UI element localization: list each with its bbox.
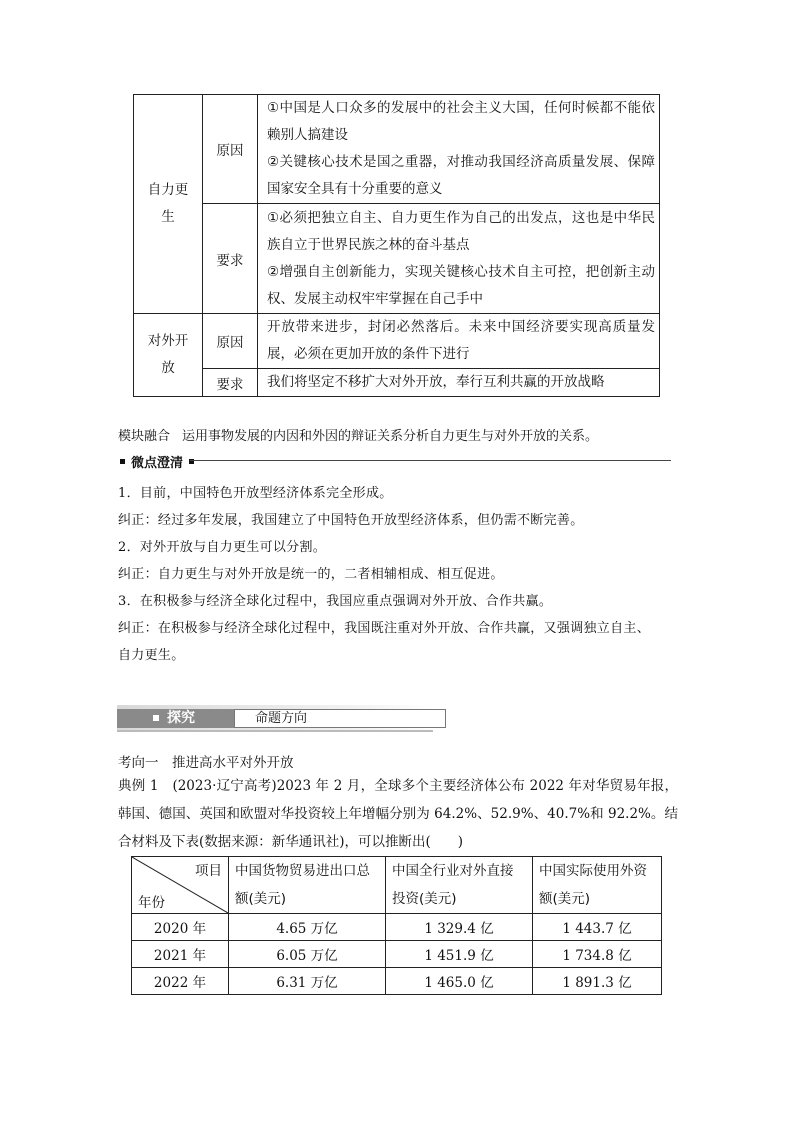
self-reliance-reason bbox=[258, 95, 660, 204]
requirement-item: ②增强自主创新能力，实现关键核心技术自主可控，把创新主动权、发展主动权牢牢掌握在自己手中 bbox=[267, 263, 655, 307]
module-fusion-text: 运用事物发展的内因和外因的辩证关系分析自力更生与对外开放的关系。 bbox=[182, 429, 599, 444]
row-year: 2020 年 bbox=[132, 914, 229, 941]
opening-up-reason: 开放带来进步，封闭必然落后。未来中国经济要实现高质量发展，必须在更加开放的条件下进行 bbox=[258, 314, 660, 369]
example-text: 典例 1 (2023·辽宁高考)2023 年 2 月，全球多个主要经济体公布 2022 年对华贸易年报，韩国、德国、英国和欧盟对华投资较上年增幅分别为 64.2%、52.9%、40.7%和 92.2%。结合材料及下表(数据来源：新华通讯社)，可以推断出( ) bbox=[118, 778, 678, 850]
requirement-label: 要求 bbox=[203, 204, 258, 314]
row-year: 2021 年 bbox=[132, 941, 229, 968]
data-table bbox=[131, 856, 662, 995]
clarify-line: 纠正：经过多年发展，我国建立了中国特色开放型经济体系，但仍需不断完善。 bbox=[118, 513, 584, 528]
column-header: 中国实际使用外资额(美元) bbox=[533, 857, 662, 914]
square-bullet-icon bbox=[153, 715, 159, 721]
clarify-line: 自力更生。 bbox=[118, 648, 185, 663]
direction-heading: 考向一 推进高水平对外开放 bbox=[118, 755, 294, 771]
table-row bbox=[132, 914, 662, 941]
banner-tab-direction: 命题方向 bbox=[234, 709, 446, 728]
category-opening-up: 对外开放 bbox=[134, 314, 203, 397]
reason-label: 原因 bbox=[203, 314, 258, 369]
micro-clarify-title-text: 微点澄清 bbox=[131, 456, 184, 471]
banner-tab-explore: 探究 bbox=[117, 709, 234, 728]
table-cell: 1 443.7 亿 bbox=[533, 914, 662, 941]
row-year: 2022 年 bbox=[132, 968, 229, 995]
table-cell: 6.05 万亿 bbox=[229, 941, 386, 968]
clarify-line: 纠正：在积极参与经济全球化过程中，我国既注重对外开放、合作共赢，又强调独立自主、 bbox=[118, 621, 651, 636]
category-self-reliance: 自力更生 bbox=[134, 95, 203, 314]
table-cell: 1 451.9 亿 bbox=[386, 941, 533, 968]
opening-up-requirement: 我们将坚定不移扩大对外开放，奉行互利共赢的开放战略 bbox=[258, 369, 660, 397]
table-cell: 1 329.4 亿 bbox=[386, 914, 533, 941]
micro-clarify-title bbox=[118, 452, 194, 471]
self-reliance-requirement bbox=[258, 204, 660, 314]
requirement-item: ①必须把独立自主、自力更生作为自己的出发点，这也是中华民族自立于世界民族之林的奋斗基点 bbox=[267, 209, 655, 253]
corner-label-item: 项目 bbox=[195, 863, 222, 879]
column-header: 中国全行业对外直接投资(美元) bbox=[386, 857, 533, 914]
banner-underline bbox=[117, 730, 433, 732]
reason-item: ②关键核心技术是国之重器，对推动我国经济高质量发展、保障国家安全具有十分重要的意义 bbox=[267, 154, 655, 197]
table-cell: 1 465.0 亿 bbox=[386, 968, 533, 995]
comparison-table bbox=[133, 94, 660, 397]
corner-label-year: 年份 bbox=[138, 895, 165, 911]
clarify-line: 纠正：自力更生与对外开放是统一的，二者相辅相成、相互促进。 bbox=[118, 567, 504, 582]
table-cell: 4.65 万亿 bbox=[229, 914, 386, 941]
requirement-label: 要求 bbox=[203, 369, 258, 397]
module-fusion bbox=[118, 425, 598, 444]
section-banner bbox=[117, 705, 433, 732]
clarify-line: 2．对外开放与自力更生可以分割。 bbox=[118, 540, 327, 555]
clarify-line: 1．目前，中国特色开放型经济体系完全形成。 bbox=[118, 486, 393, 501]
table-cell: 1 891.3 亿 bbox=[533, 968, 662, 995]
table-row bbox=[132, 968, 662, 995]
clarify-line: 3．在积极参与经济全球化过程中，我国应重点强调对外开放、合作共赢。 bbox=[118, 594, 553, 609]
reason-label: 原因 bbox=[203, 95, 258, 204]
reason-item: ①中国是人口众多的发展中的社会主义大国，任何时候都不能依赖别人搞建设 bbox=[267, 100, 655, 143]
table-cell: 1 734.8 亿 bbox=[533, 941, 662, 968]
column-header: 中国货物贸易进出口总额(美元) bbox=[229, 857, 386, 914]
module-fusion-heading: 模块融合 bbox=[118, 429, 171, 444]
table-corner-header bbox=[132, 857, 229, 914]
divider bbox=[190, 460, 671, 461]
square-bullet-icon bbox=[120, 459, 125, 464]
table-cell: 6.31 万亿 bbox=[229, 968, 386, 995]
table-row bbox=[132, 941, 662, 968]
